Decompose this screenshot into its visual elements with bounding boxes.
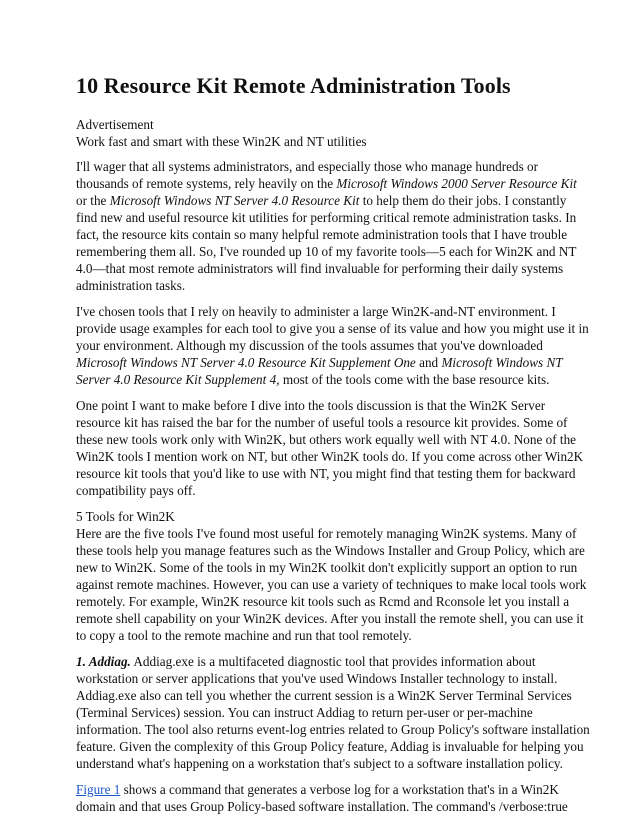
text-line: administration tasks. [76,278,186,293]
text-line: compatibility pays off. [76,483,196,498]
text-line: workstation or server applications that you've used Windows Installer technology to install. [76,671,558,686]
book-title-supplement-one: Microsoft Windows NT Server 4.0 Resource Kit Supplement One [76,355,416,370]
page-title: 10 Resource Kit Remote Administration Tools [76,73,511,98]
advertisement-label: Advertisement [76,117,154,132]
text-line: feature. Given the complexity of this Group Policy feature, Addiag is invaluable for helping you [76,739,584,754]
section-heading: 5 Tools for Win2K [76,509,175,524]
book-title-supplement-4: Server 4.0 Resource Kit Supplement 4, [76,372,280,387]
text-line: Here are the five tools I've found most useful for remotely managing Win2K systems. Many of [76,526,577,541]
figure-1-link[interactable]: Figure 1 [76,782,121,797]
text-span: and [415,355,442,370]
text-line: against remote machines. However, you can use a variety of techniques to make local tools work [76,577,587,592]
text-line: domain and that uses Group Policy-based software installation. The command's /verbose:true [76,799,568,814]
text-line [76,192,566,209]
text-line: understand what's happening on a workstation that's subject to a software installation policy. [76,756,563,771]
text-line: these new tools work only with Win2K, but others work equally well with NT 4.0. None of the [76,432,577,447]
text-line: new to Win2K. Some of the tools in my Win2K toolkit don't explicitly support an option to run [76,560,578,575]
book-title-win2k-resource-kit: Microsoft Windows 2000 Server Resource Kit [336,176,577,191]
text-line: resource kit tools that you'd like to use with NT, you might find that testing them for backward [76,466,576,481]
text-line: provide usage examples for each tool to give you a sense of its value and how you might use it in [76,321,589,336]
text-line [76,653,536,670]
text-span: to help them do their jobs. I constantly [359,193,567,208]
book-title-nt: Microsoft Windows NT [441,355,563,370]
text-line: remembering them all. So, I've rounded up 10 of my favorite tools—5 each for Win2K and NT [76,244,577,259]
text-line: I've chosen tools that I rely on heavily to administer a large Win2K-and-NT environment. I [76,304,556,319]
text-line: I'll wager that all systems administrators, and especially those who manage hundreds or [76,159,538,174]
text-line [76,354,563,371]
text-line: One point I want to make before I dive into the tools discussion is that the Win2K Server [76,398,546,413]
text-line: to copy a tool to the remote machine and run that tool remotely. [76,628,412,643]
article-subtitle: Work fast and smart with these Win2K and NT utilities [76,134,367,149]
text-line [76,371,549,388]
text-span: thousands of remote systems, rely heavily on the [76,176,337,191]
text-span: most of the tools come with the base resource kits. [279,372,550,387]
text-line: 4.0—that most remote administrators will find invaluable for performing their daily systems [76,261,564,276]
text-span: shows a command that generates a verbose log for a workstation that's in a Win2K [120,782,559,797]
text-line [76,175,577,192]
text-line: (Terminal Services) session. You can instruct Addiag to return per-user or per-machine [76,705,533,720]
tool-heading-addiag: 1. Addiag. [76,654,131,669]
text-line: fact, the resource kits contain so many helpful remote administration tools that I have trouble [76,227,568,242]
text-line: find new and useful resource kit utilities for performing critical remote administration tasks. In [76,210,577,225]
text-span: or the [76,193,110,208]
text-line [76,781,559,798]
text-line: remote shell capability on your Win2K devices. After you install the remote shell, you can use it [76,611,584,626]
book-title-nt-resource-kit: Microsoft Windows NT Server 4.0 Resource Kit [109,193,360,208]
text-line: information. The tool also returns event-log entries related to Group Policy's software installation [76,722,590,737]
text-line: these tools help you manage features such as the Windows Installer and Group Policy, which are [76,543,585,558]
text-line: your environment. Although my discussion of the tools assumes that you've downloaded [76,338,543,353]
text-line: Win2K tools I mention work on NT, but other Win2K tools do. If you come across other Win2K [76,449,584,464]
text-line: remotely. For example, Win2K resource kit tools such as Rcmd and Rconsole let you install a [76,594,570,609]
text-line: resource kit has raised the bar for the number of useful tools a resource kit provides. Some of [76,415,568,430]
text-span: Addiag.exe is a multifaceted diagnostic tool that provides information about [130,654,536,669]
text-line: Addiag.exe also can tell you whether the current session is a Win2K Server Terminal Services [76,688,572,703]
